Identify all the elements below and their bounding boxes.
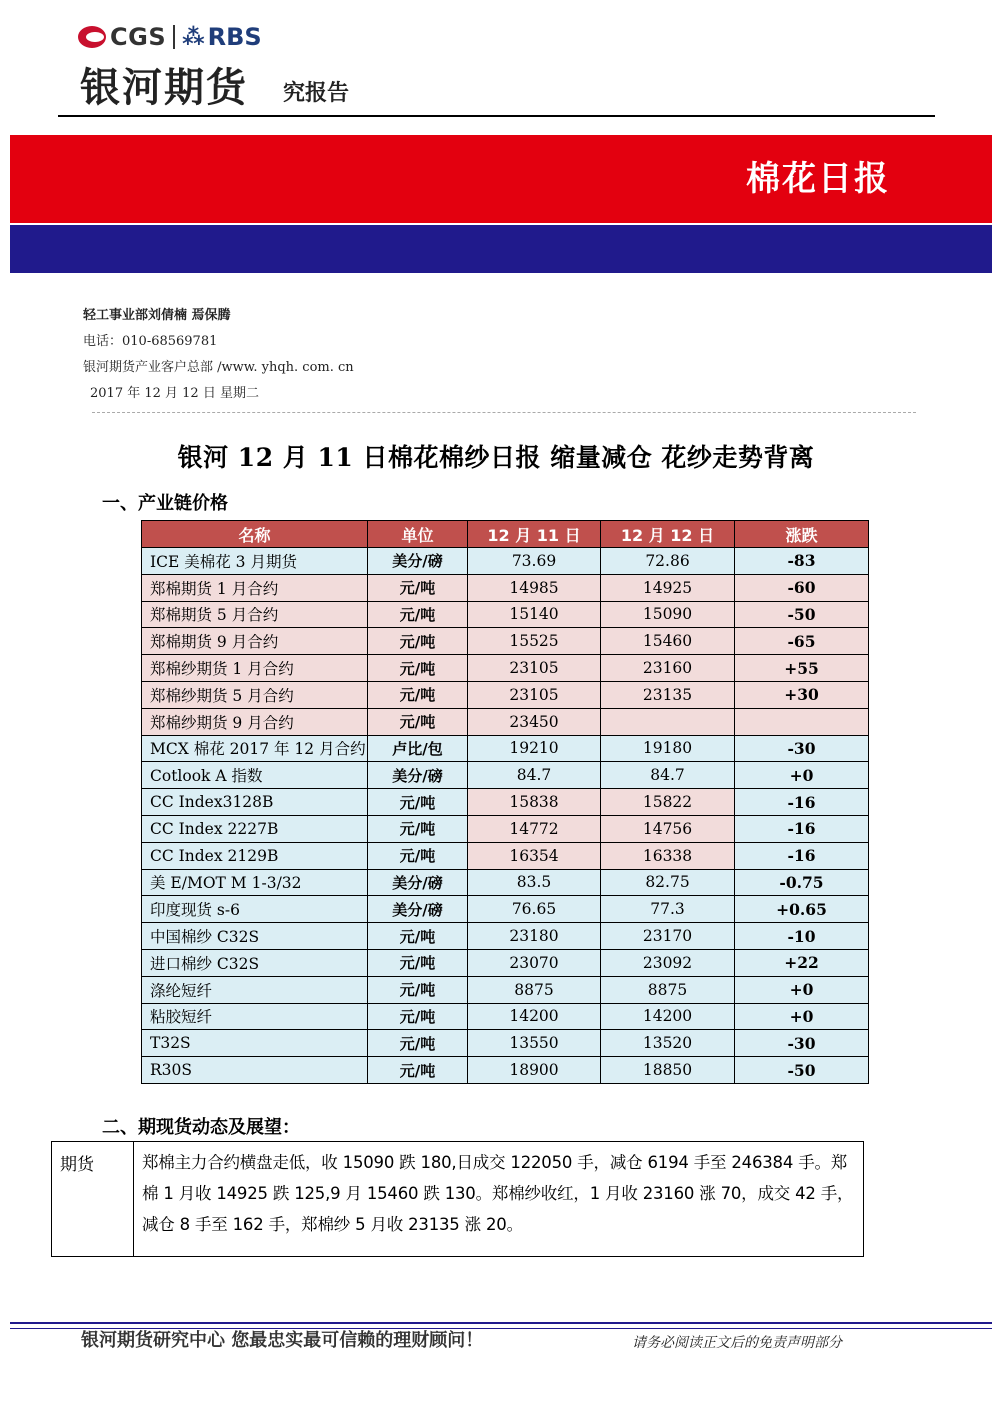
cell-name: 郑棉期货 5 月合约 xyxy=(142,601,368,628)
footer-slogan: 银河期货研究中心 您最忠实最可信赖的理财顾问！ xyxy=(81,1330,484,1351)
banner-blue xyxy=(10,225,992,273)
cell-unit: 美分/磅 xyxy=(368,869,468,896)
cell-name: CC Index3128B xyxy=(142,789,368,816)
cell-dec12: 82.75 xyxy=(601,869,735,896)
cell-change: -50 xyxy=(735,601,869,628)
table-row xyxy=(142,815,869,842)
author-department: 轻工事业部刘倩楠 焉保腾 xyxy=(83,308,231,323)
rbs-logo-icon: ⁂ xyxy=(182,24,205,50)
cell-name: MCX 棉花 2017 年 12 月合约 xyxy=(142,735,368,762)
cell-change: -0.75 xyxy=(735,869,869,896)
cell-unit: 美分/磅 xyxy=(368,548,468,575)
cell-change xyxy=(735,708,869,735)
cell-dec12 xyxy=(601,708,735,735)
cell-dec12: 72.86 xyxy=(601,548,735,575)
cell-dec11: 23180 xyxy=(468,923,601,950)
table-row xyxy=(142,735,869,762)
cell-name: 美 E/MOT M 1-3/32 xyxy=(142,869,368,896)
cell-change: +55 xyxy=(735,655,869,682)
table-row xyxy=(142,681,869,708)
header-change: 涨跌 xyxy=(735,521,869,548)
cell-unit: 元/吨 xyxy=(368,923,468,950)
cell-change: +22 xyxy=(735,949,869,976)
cell-dec11: 19210 xyxy=(468,735,601,762)
cell-change: +0 xyxy=(735,1003,869,1030)
cell-dec11: 83.5 xyxy=(468,869,601,896)
cell-unit: 元/吨 xyxy=(368,949,468,976)
table-row xyxy=(142,708,869,735)
table-row xyxy=(142,655,869,682)
cell-dec11: 23450 xyxy=(468,708,601,735)
website-line: 银河期货产业客户总部 /www. yhqh. com. cn xyxy=(83,360,354,375)
cell-name: Cotlook A 指数 xyxy=(142,762,368,789)
cell-change: -30 xyxy=(735,1030,869,1057)
cell-name: 涤纶短纤 xyxy=(142,976,368,1003)
cell-name: CC Index 2129B xyxy=(142,842,368,869)
cell-unit: 元/吨 xyxy=(368,628,468,655)
phone-line: 电话：010-68569781 xyxy=(83,334,218,349)
cell-dec12: 15822 xyxy=(601,789,735,816)
cell-unit: 元/吨 xyxy=(368,789,468,816)
table-row xyxy=(142,976,869,1003)
cell-dec11: 14985 xyxy=(468,574,601,601)
cell-unit: 元/吨 xyxy=(368,1003,468,1030)
cell-change: -60 xyxy=(735,574,869,601)
table-row xyxy=(142,762,869,789)
header-unit: 单位 xyxy=(368,521,468,548)
cell-dec12: 23135 xyxy=(601,681,735,708)
cgs-logo-text: CGS xyxy=(110,23,167,51)
table-row xyxy=(142,789,869,816)
table-row xyxy=(142,896,869,923)
table-row xyxy=(142,548,869,575)
header-dec11: 12 月 11 日 xyxy=(468,521,601,548)
table-header-row xyxy=(142,521,869,548)
cell-name: 粘胶短纤 xyxy=(142,1003,368,1030)
cell-dec11: 23070 xyxy=(468,949,601,976)
report-title: 银河 12 月 11 日棉花棉纱日报 缩量减仓 花纱走势背离 xyxy=(177,443,815,472)
cell-name: CC Index 2227B xyxy=(142,815,368,842)
cell-dec11: 73.69 xyxy=(468,548,601,575)
cell-dec12: 14756 xyxy=(601,815,735,842)
cell-dec11: 8875 xyxy=(468,976,601,1003)
cell-dec12: 14925 xyxy=(601,574,735,601)
cell-dec12: 19180 xyxy=(601,735,735,762)
cell-change: -16 xyxy=(735,842,869,869)
header-name: 名称 xyxy=(142,521,368,548)
table-row xyxy=(142,949,869,976)
cell-change: +30 xyxy=(735,681,869,708)
cell-dec12: 15090 xyxy=(601,601,735,628)
cell-change: -50 xyxy=(735,1057,869,1084)
table-row xyxy=(142,1057,869,1084)
cell-unit: 元/吨 xyxy=(368,1057,468,1084)
table-row xyxy=(142,1030,869,1057)
cell-dec12: 8875 xyxy=(601,976,735,1003)
cgs-logo-icon xyxy=(78,24,108,50)
cell-change: -65 xyxy=(735,628,869,655)
cell-change: -10 xyxy=(735,923,869,950)
cell-dec12: 23160 xyxy=(601,655,735,682)
cell-unit: 美分/磅 xyxy=(368,896,468,923)
footer-disclaimer: 请务必阅读正文后的免责声明部分 xyxy=(632,1335,842,1351)
section-heading-prices: 一、产业链价格 xyxy=(102,493,228,514)
cell-change: +0 xyxy=(735,976,869,1003)
cell-dec11: 14772 xyxy=(468,815,601,842)
cell-dec12: 23170 xyxy=(601,923,735,950)
table-row xyxy=(142,601,869,628)
cell-change: +0 xyxy=(735,762,869,789)
rbs-logo-text: RBS xyxy=(207,23,262,51)
cell-change: -30 xyxy=(735,735,869,762)
cell-unit: 元/吨 xyxy=(368,574,468,601)
cell-change: -83 xyxy=(735,548,869,575)
cell-unit: 元/吨 xyxy=(368,815,468,842)
table-row xyxy=(142,842,869,869)
report-date: 2017 年 12 月 12 日 星期二 xyxy=(90,386,259,401)
cell-dec11: 23105 xyxy=(468,681,601,708)
cell-name: 郑棉纱期货 1 月合约 xyxy=(142,655,368,682)
cell-dec11: 76.65 xyxy=(468,896,601,923)
cell-unit: 元/吨 xyxy=(368,976,468,1003)
cell-dec11: 14200 xyxy=(468,1003,601,1030)
cell-change: -16 xyxy=(735,815,869,842)
banner-title: 棉花日报 xyxy=(746,159,890,199)
table-row xyxy=(142,1003,869,1030)
cell-dec11: 15838 xyxy=(468,789,601,816)
cell-dec11: 23105 xyxy=(468,655,601,682)
cell-dec12: 18850 xyxy=(601,1057,735,1084)
table-row xyxy=(142,869,869,896)
company-logo xyxy=(78,20,262,54)
section-heading-outlook: 二、期现货动态及展望： xyxy=(102,1117,300,1138)
cell-dec12: 14200 xyxy=(601,1003,735,1030)
header-dec12: 12 月 12 日 xyxy=(601,521,735,548)
cell-unit: 元/吨 xyxy=(368,708,468,735)
cell-dec11: 84.7 xyxy=(468,762,601,789)
cell-name: 郑棉纱期货 5 月合约 xyxy=(142,681,368,708)
cell-unit: 元/吨 xyxy=(368,842,468,869)
cell-name: ICE 美棉花 3 月期货 xyxy=(142,548,368,575)
cell-dec12: 16338 xyxy=(601,842,735,869)
cell-dec11: 13550 xyxy=(468,1030,601,1057)
cell-unit: 元/吨 xyxy=(368,601,468,628)
cell-unit: 卢比/包 xyxy=(368,735,468,762)
table-row xyxy=(142,923,869,950)
cell-dec12: 77.3 xyxy=(601,896,735,923)
cell-dec12: 13520 xyxy=(601,1030,735,1057)
cell-unit: 元/吨 xyxy=(368,681,468,708)
cell-change: -16 xyxy=(735,789,869,816)
table-row xyxy=(142,574,869,601)
outlook-text: 郑棉主力合约横盘走低，收 15090 跌 180,日成交 122050 手，减仓 6194 手至 246384 手。郑棉 1 月收 14925 跌 125,9 月 15460 跌 130。郑棉纱收红，1 月收 23160 涨 70，成交 42 手，减仓 8 手至 162 手，郑棉纱 5 月收 23135 涨 20。 xyxy=(142,1153,854,1234)
cell-name: 郑棉期货 9 月合约 xyxy=(142,628,368,655)
cell-dec12: 84.7 xyxy=(601,762,735,789)
cell-name: 进口棉纱 C32S xyxy=(142,949,368,976)
cell-name: R30S xyxy=(142,1057,368,1084)
outlook-divider xyxy=(133,1141,134,1256)
footer-rule xyxy=(10,1322,992,1324)
cell-name: 中国棉纱 C32S xyxy=(142,923,368,950)
cell-dec12: 15460 xyxy=(601,628,735,655)
logo-divider xyxy=(173,25,175,49)
cell-unit: 元/吨 xyxy=(368,655,468,682)
cell-name: 印度现货 s-6 xyxy=(142,896,368,923)
cell-name: T32S xyxy=(142,1030,368,1057)
cell-unit: 美分/磅 xyxy=(368,762,468,789)
cell-name: 郑棉纱期货 9 月合约 xyxy=(142,708,368,735)
cell-dec12: 23092 xyxy=(601,949,735,976)
price-table xyxy=(141,520,869,1084)
report-type: 究报告 xyxy=(283,81,350,106)
dashed-divider xyxy=(92,412,916,413)
company-name: 银河期货 xyxy=(80,65,248,111)
cell-dec11: 18900 xyxy=(468,1057,601,1084)
cell-change: +0.65 xyxy=(735,896,869,923)
outlook-label: 期货 xyxy=(60,1155,94,1175)
header-rule xyxy=(58,115,935,117)
cell-dec11: 15525 xyxy=(468,628,601,655)
table-row xyxy=(142,628,869,655)
cell-unit: 元/吨 xyxy=(368,1030,468,1057)
cell-name: 郑棉期货 1 月合约 xyxy=(142,574,368,601)
cell-dec11: 15140 xyxy=(468,601,601,628)
cell-dec11: 16354 xyxy=(468,842,601,869)
